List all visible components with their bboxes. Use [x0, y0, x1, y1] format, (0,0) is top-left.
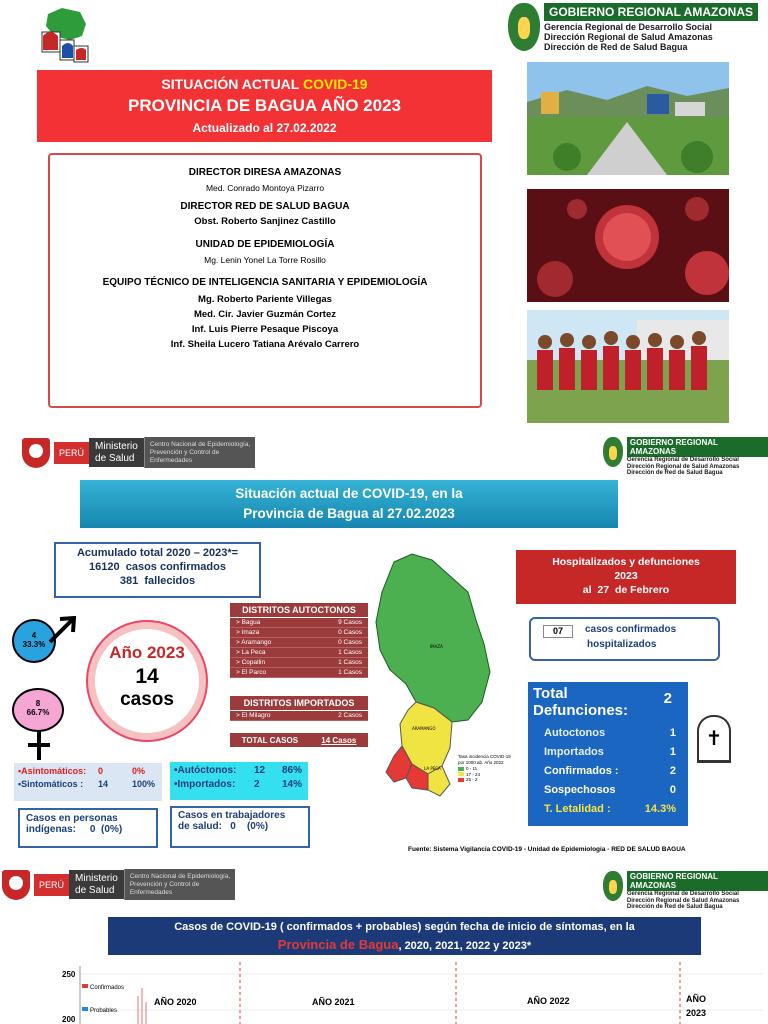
acumulado-box	[54, 542, 261, 598]
defun-total: 2	[663, 690, 672, 707]
legend-swatch	[458, 778, 464, 782]
period-label-2022: AÑO 2022	[527, 996, 570, 1006]
table-row	[230, 711, 368, 721]
cne-l1: Centro Nacional de Epidemiología,	[129, 873, 231, 880]
anio-label: Año 2023	[109, 643, 185, 662]
cover-title-main: PROVINCIA DE BAGUA AÑO 2023	[128, 96, 401, 115]
credit-heading-epi: UNIDAD DE EPIDEMIOLOGÍA	[195, 239, 335, 250]
hosp-label-l2: hospitalizados	[587, 639, 657, 650]
importados-count: 2	[254, 779, 260, 790]
y-tick-label: 250	[62, 970, 76, 979]
sint-count: 14	[98, 779, 109, 789]
sec3-title-banner	[108, 917, 701, 955]
hospitalizados-box	[529, 617, 720, 661]
defun-row	[528, 761, 688, 780]
acumulado-fallecidos-num: 381	[119, 575, 139, 587]
gobierno-line1: Gerencia Regional de Desarrollo Social	[544, 22, 713, 32]
situacion-title-l1: Situación actual de COVID-19, en la	[235, 486, 463, 501]
legend-label-confirmados: Confirmados	[90, 985, 125, 991]
anio-cases-label: casos	[120, 689, 174, 710]
bagua-plaza-photo	[527, 62, 729, 175]
defun-row-label: Autoctonos	[544, 726, 606, 739]
gobierno-regional-small	[603, 437, 768, 477]
peru-label: PERÚ	[34, 874, 69, 896]
gobierno-line3: Dirección de Red de Salud Bagua	[544, 41, 688, 52]
amazonas-crest-icon	[603, 871, 623, 901]
defun-row-value: 2	[669, 764, 676, 777]
y-tick-label: 200	[62, 1015, 76, 1024]
trabajadores-l1: Casos en trabajadores	[178, 810, 286, 821]
period-label-2021: AÑO 2021	[312, 997, 355, 1007]
trabajadores-count: 0	[230, 821, 236, 832]
hosp-title-l1: Hospitalizados y defunciones	[552, 556, 700, 568]
letalidad-value: 14.3%	[644, 802, 676, 815]
credit-heading-diresa: DIRECTOR DIRESA AMAZONAS	[188, 167, 342, 178]
hospitalizados-title	[516, 550, 736, 604]
legend-swatch-probables	[82, 1007, 88, 1011]
district-value: 0 Casos	[338, 639, 362, 646]
table-row	[230, 648, 368, 658]
sec3-title-highlight: Provincia de Bagua	[277, 936, 399, 952]
hosp-title-prefix: al	[582, 584, 592, 597]
district-value: 1 Casos	[338, 659, 362, 666]
defun-row	[528, 780, 688, 799]
legend-title-l1: Tasa incidencia COVID-19	[458, 754, 511, 759]
sint-label: •Sintomáticos :	[18, 779, 84, 789]
cne-l2: Prevención y Control de	[129, 880, 200, 888]
map-label-imaza: IMAZA	[430, 644, 443, 649]
autoctonos-pct: 86%	[282, 765, 303, 776]
trabajadores-pct: (0%)	[246, 821, 269, 832]
legend-swatch	[458, 772, 464, 776]
indigenas-pct: (0%)	[101, 824, 123, 835]
legend-label-probables: Probables	[90, 1008, 118, 1014]
cover-title-banner	[37, 70, 492, 142]
importados-pct: 14%	[282, 779, 303, 790]
table-row	[230, 638, 368, 648]
credit-name-diresa: Med. Conrado Montoya Pizarro	[205, 183, 325, 193]
indigenas-l2: indígenas:	[26, 824, 77, 835]
credit-heading-red: DIRECTOR RED DE SALUD BAGUA	[180, 201, 350, 212]
legend-label: 17 - 24	[466, 771, 481, 777]
acumulado-confirmados-num: 16120	[89, 561, 120, 573]
gob-small-name: GOBIERNO REGIONAL AMAZONAS	[627, 437, 768, 457]
acumulado-fallecidos-label: fallecidos	[144, 575, 196, 587]
total-value: 14 Casos	[321, 735, 357, 745]
team-member: Mg. Roberto Pariente Villegas	[198, 294, 332, 305]
defun-title-l1: Total	[533, 685, 568, 702]
credit-name-epi: Mg. Lenin Yonel La Torre Rosillo	[204, 255, 326, 265]
defun-row-label: Importados	[544, 745, 604, 758]
ministerio-l2: de Salud	[95, 452, 135, 464]
fuente-note: Fuente: Sistema Vigilancia COVID-19 - Unidad de Epidemiologia - RED DE SALUD BAGUA	[408, 846, 686, 853]
district-value: 1 Casos	[338, 669, 362, 676]
defun-row-label: Sospechosos	[544, 783, 616, 796]
ministerio-l1: Ministerio	[75, 873, 118, 885]
sec3-title-l1: Casos de COVID-19 ( confirmados + probables) según fecha de inicio de síntomas, en la	[174, 921, 635, 933]
importados-label: •Importados:	[174, 779, 236, 790]
importados-header: DISTRITOS IMPORTADOS	[230, 696, 368, 711]
acumulado-title: Acumulado total 2020 – 2023*=	[76, 547, 239, 559]
cover-title-date: Actualizado al 27.02.2022	[192, 121, 337, 135]
gob-small-line2: Dirección Regional de Salud Amazonas	[626, 463, 740, 470]
legend-swatch	[458, 767, 464, 771]
anio-cases-num: 14	[135, 665, 159, 688]
sintomas-box	[14, 763, 162, 801]
defun-row	[528, 723, 688, 742]
legend-swatch-confirmados	[82, 984, 88, 988]
defun-row-value: 1	[669, 745, 676, 758]
hosp-title-month: de Febrero	[614, 584, 670, 597]
situacion-title-banner	[80, 480, 618, 528]
indigenas-count: 0	[89, 824, 96, 835]
map-label-lapeca: LA PECA	[424, 766, 441, 771]
gob-small-line3: Dirección de Red de Salud Bagua	[626, 904, 723, 911]
gob-small-name: GOBIERNO REGIONAL AMAZONAS	[627, 871, 768, 891]
hosp-label-l1: casos confirmados	[585, 624, 677, 635]
gob-small-line1: Gerencia Regional de Desarrollo Social	[626, 457, 739, 463]
total-label: TOTAL CASOS	[241, 735, 299, 745]
sint-pct: 100%	[132, 779, 156, 789]
period-label-2020: AÑO 2020	[154, 997, 197, 1007]
autoctonos-header: DISTRITOS AUTOCTONOS	[230, 603, 368, 618]
autoctonos-count: 12	[254, 765, 266, 776]
team-member: Inf. Luis Pierre Pesaque Piscoya	[191, 324, 339, 335]
female-symbol-icon	[24, 730, 54, 760]
ministerio-l2: de Salud	[75, 884, 115, 896]
letalidad-label: T. Letalidad :	[544, 802, 611, 815]
defunciones-box	[528, 682, 688, 826]
asint-pct: 0%	[132, 766, 146, 776]
coronavirus-photo	[527, 189, 729, 302]
gobierno-name: GOBIERNO REGIONAL AMAZONAS	[544, 3, 758, 21]
period-label-2023-year: 2023	[686, 1008, 707, 1018]
distritos-autoctonos-table	[230, 603, 368, 678]
asint-label: •Asintomáticos:	[18, 766, 87, 776]
credits-box	[48, 153, 482, 408]
table-row	[230, 628, 368, 638]
legend-item	[458, 777, 511, 783]
indigenas-box	[18, 808, 158, 848]
trabajadores-l2: de salud:	[178, 821, 222, 832]
minsa-header-2	[2, 869, 235, 900]
map-label-aramango: ARAMANGO	[412, 726, 436, 731]
peru-shield-icon	[22, 438, 50, 468]
sec3-title-rest: , 2020, 2021, 2022 y 2023*	[398, 939, 532, 952]
female-stat	[12, 688, 64, 732]
distritos-importados-table	[230, 696, 368, 721]
trabajadores-box	[170, 806, 310, 848]
legend-label: 25 - 2	[466, 777, 478, 783]
hosp-title-day: 27	[597, 584, 610, 597]
credit-name-red: Obst. Roberto Sanjinez Castillo	[194, 216, 336, 227]
total-casos-row	[230, 733, 368, 747]
female-count: 8	[35, 699, 41, 708]
district-name: > La Peca	[236, 649, 266, 656]
district-value: 2 Casos	[338, 712, 362, 719]
cases-by-onset-chart	[40, 962, 762, 1024]
legend-label: 0 - 11	[466, 765, 478, 771]
anio-2023-circle	[88, 622, 206, 740]
team-member: Med. Cir. Javier Guzmán Cortez	[193, 309, 336, 320]
cne-l3: Enfermedades	[149, 456, 193, 464]
asint-count: 0	[98, 766, 104, 776]
indigenas-l1: Casos en personas	[26, 813, 118, 824]
district-name: > Bagua	[236, 619, 261, 626]
defun-row-value: 0	[669, 783, 676, 796]
defun-title-l2: Defunciones:	[533, 702, 629, 719]
male-pct: 33.3%	[22, 640, 46, 649]
table-row	[230, 618, 368, 628]
hosp-title-l2: 2023	[614, 570, 638, 583]
peru-shield-icon	[2, 870, 30, 900]
district-value: 1 Casos	[338, 649, 362, 656]
origen-box	[170, 762, 308, 800]
ministerio-l1: Ministerio	[95, 441, 138, 453]
gob-small-line2: Dirección Regional de Salud Amazonas	[626, 897, 740, 904]
gob-small-line3: Dirección de Red de Salud Bagua	[626, 470, 723, 477]
cover-title-highlight: COVID-19	[302, 76, 368, 92]
legend-title-l2: por 1000 ab. Año 2022	[458, 759, 504, 765]
tombstone-icon: ✝	[697, 715, 731, 763]
hosp-count: 07	[543, 625, 573, 638]
district-name: > El Milagro	[236, 712, 271, 719]
gob-small-line1: Gerencia Regional de Desarrollo Social	[626, 891, 739, 897]
female-pct: 66.7%	[26, 708, 50, 717]
ministerio-label	[69, 870, 124, 899]
cdc-logo	[40, 6, 90, 64]
defun-row	[528, 742, 688, 761]
ministerio-label	[89, 438, 144, 467]
indigenous-group-photo	[527, 310, 729, 423]
minsa-header	[22, 437, 255, 468]
team-member: Inf. Sheila Lucero Tatiana Arévalo Carrero	[170, 339, 360, 350]
amazonas-crest-icon	[603, 437, 623, 467]
defun-row-value: 1	[669, 726, 676, 739]
gobierno-line2: Dirección Regional de Salud Amazonas	[544, 31, 713, 42]
letalidad-row	[528, 799, 688, 818]
peru-label: PERÚ	[54, 442, 89, 464]
cne-label	[124, 869, 235, 900]
credit-heading-team: EQUIPO TÉCNICO DE INTELIGENCIA SANITARIA Y EPIDEMIOLOGÍA	[102, 277, 428, 288]
autoctonos-label: •Autóctonos:	[174, 765, 237, 776]
gobierno-regional-header	[508, 3, 758, 53]
amazonas-crest-icon	[508, 3, 540, 51]
cne-l2: Prevención y Control de	[149, 448, 220, 456]
cover-title-prefix: SITUACIÓN ACTUAL	[161, 76, 303, 92]
table-row	[230, 658, 368, 668]
map-legend	[458, 754, 511, 783]
district-value: 0 Casos	[338, 629, 362, 636]
gobierno-regional-small-2	[603, 871, 768, 911]
table-row	[230, 668, 368, 678]
cne-label	[144, 437, 255, 468]
defun-row-label: Confirmados :	[544, 764, 619, 777]
male-count: 4	[31, 631, 37, 640]
male-symbol-icon	[48, 616, 76, 644]
cne-l1: Centro Nacional de Epidemiología,	[149, 441, 251, 448]
district-name: > Aramango	[236, 639, 272, 646]
district-name: > El Parco	[236, 669, 267, 676]
situacion-title-l2: Provincia de Bagua al 27.02.2023	[243, 505, 455, 521]
district-value: 9 Casos	[338, 619, 362, 626]
district-name: > Copallin	[236, 659, 266, 666]
district-name: > Imaza	[236, 629, 260, 636]
acumulado-confirmados-label: casos confirmados	[125, 561, 226, 573]
cne-l3: Enfermedades	[129, 888, 173, 896]
period-label-2023: AÑO	[686, 994, 706, 1004]
